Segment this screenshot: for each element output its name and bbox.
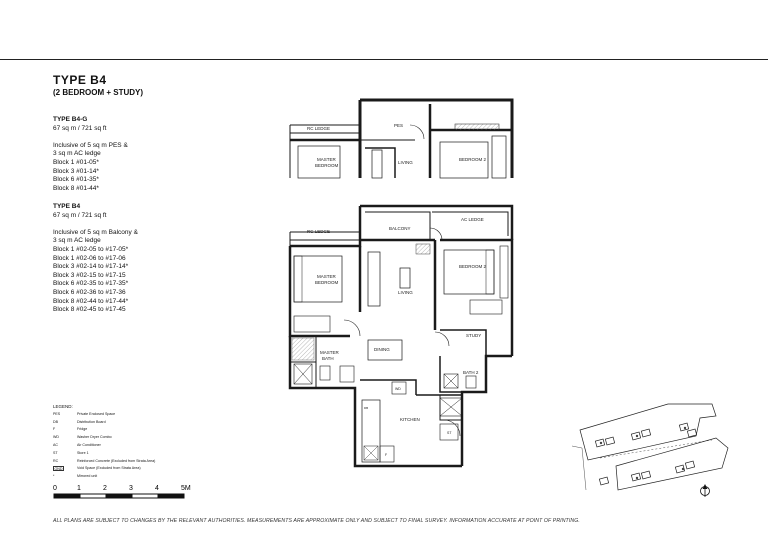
unit-line: Block 3 #02-15 to #17-15 xyxy=(53,271,126,279)
room-label: MASTER xyxy=(317,157,336,162)
room-label: LIVING xyxy=(398,160,413,165)
legend-item: RC Reinforced Concrete (Excluded from Strata Area) xyxy=(53,458,156,463)
unit-line: Block 6 #02-35 to #17-35* xyxy=(53,280,129,288)
room-label: BATH xyxy=(322,356,334,361)
unit-area: 67 sq m / 721 sq ft xyxy=(53,211,107,219)
unit-line: Block 6 #01-35* xyxy=(53,176,99,184)
room-label: LIVING xyxy=(398,290,413,295)
legend-item: AC Air Conditioner xyxy=(53,442,101,447)
north-arrow-icon xyxy=(701,484,710,497)
scale-label: 0 xyxy=(53,485,57,492)
unit-line: Block 1 #01-05* xyxy=(53,158,99,166)
room-label: WD xyxy=(395,387,401,391)
scale-label: 2 xyxy=(103,485,107,492)
room-label: BEDROOM xyxy=(315,163,339,168)
room-label: BEDROOM 2 xyxy=(459,157,487,162)
unit-line: Inclusive of 5 sq m PES & xyxy=(53,141,128,149)
room-label: ST xyxy=(447,431,452,435)
room-label: MASTER xyxy=(317,274,336,279)
room-label: F xyxy=(385,453,388,457)
room-label: MASTER xyxy=(320,350,339,355)
room-label: BATH 2 xyxy=(463,370,479,375)
room-label: BEDROOM 2 xyxy=(459,264,487,269)
unit-line: Block 1 #02-06 to #17-06 xyxy=(53,254,126,262)
room-label: BEDROOM xyxy=(315,280,339,285)
page-subtitle: (2 BEDROOM + STUDY) xyxy=(53,88,144,97)
scale-label: 4 xyxy=(155,485,159,492)
unit-heading: TYPE B4-G xyxy=(53,116,88,123)
legend-title: LEGEND: xyxy=(53,404,73,409)
room-label: DINING xyxy=(374,347,390,352)
room-label: RC LEDGE xyxy=(307,126,331,131)
unit-line: Block 8 #01-44* xyxy=(53,184,99,192)
legend-item: OND Void Space (Excluded from Strata Area) xyxy=(54,466,141,472)
room-label: BALCONY xyxy=(389,226,411,231)
room-label: RC LEDGE xyxy=(307,229,331,234)
unit-line: Block 3 #01-14* xyxy=(53,167,99,175)
legend-item: WD Washer Dryer Combo xyxy=(53,435,112,440)
unit-line: Block 1 #02-05 to #17-05* xyxy=(53,245,129,253)
legend-item: F Fridge xyxy=(53,427,88,432)
scale-label: 1 xyxy=(77,485,81,492)
unit-line: Inclusive of 5 sq m Balcony & xyxy=(53,228,138,236)
room-label: PES xyxy=(394,123,404,128)
legend-item: PES Private Enclosed Space xyxy=(53,411,116,416)
unit-area: 67 sq m / 721 sq ft xyxy=(53,124,107,132)
unit-line: Block 8 #02-44 to #17-44* xyxy=(53,297,129,305)
unit-line: Block 8 #02-45 to #17-45 xyxy=(53,306,126,314)
legend-item: ST Store 1 xyxy=(53,450,89,455)
unit-line: Block 3 #02-14 to #17-14* xyxy=(53,263,129,271)
room-label: STUDY xyxy=(466,333,482,338)
scale-label: 5M xyxy=(181,485,191,492)
room-label: DB xyxy=(364,406,369,410)
legend-item: * Mirrored unit xyxy=(53,474,98,479)
unit-line: 3 sq m AC ledge xyxy=(53,237,101,245)
unit-line: 3 sq m AC ledge xyxy=(53,150,101,158)
key-plan xyxy=(572,404,728,490)
room-label: KITCHEN xyxy=(400,417,420,422)
scale-label: 3 xyxy=(129,485,133,492)
room-label: AC LEDGE xyxy=(461,217,484,222)
disclaimer: ALL PLANS ARE SUBJECT TO CHANGES BY THE RELEVANT AUTHORITIES. MEASUREMENTS ARE APPROXIMATE ONLY AND SUBJECT TO FINAL SURVEY. INFORMATION ACCURATE AT POINT OF PRINTING. xyxy=(53,518,580,524)
legend-item: DB Distribution Board xyxy=(53,419,106,424)
unit-heading: TYPE B4 xyxy=(53,203,81,210)
unit-line: Block 6 #02-36 to #17-36 xyxy=(53,288,126,296)
page-title: TYPE B4 xyxy=(53,73,107,87)
